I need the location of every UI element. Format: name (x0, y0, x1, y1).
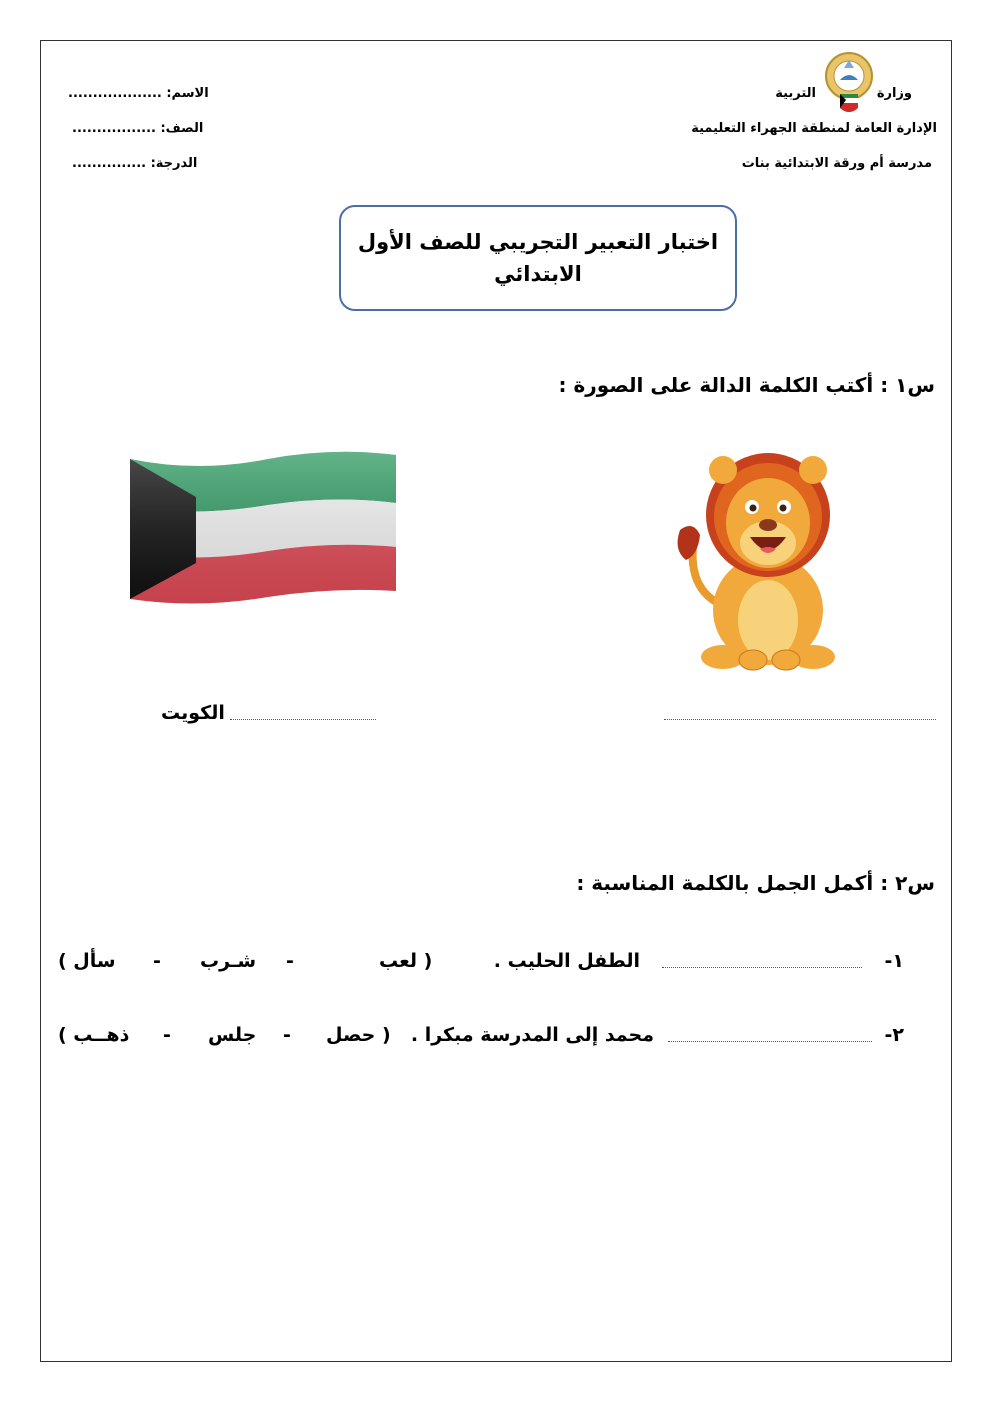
flag-answer-text: الكويت (161, 702, 225, 724)
kuwait-flag-image (128, 445, 398, 605)
item-1-option: شـرب (200, 950, 257, 972)
item-2-number: ٢- (884, 1024, 904, 1046)
item-2-option: ذهــب ) (58, 1024, 130, 1046)
question-2-prompt: س٢ : أكمل الجمل بالكلمة المناسبة : (576, 871, 935, 895)
item-1-option: سأل ) (58, 950, 116, 972)
grade-field[interactable]: الدرجة: ............... (72, 156, 198, 171)
ministry-word-1: وزارة (876, 86, 912, 101)
item-1-separator: - (286, 950, 294, 972)
lion-answer-line[interactable] (664, 719, 936, 720)
exam-title-line2: الابتدائي (494, 262, 582, 286)
item-1-option: ( لعب (379, 950, 433, 972)
item-1-sentence: الطفل الحليب . (493, 950, 640, 972)
school-name: مدرسة أم ورقة الابتدائية بنات (741, 156, 932, 171)
flag-answer-line[interactable] (230, 719, 376, 720)
item-2-blank[interactable] (668, 1041, 872, 1042)
item-1-blank[interactable] (662, 967, 862, 968)
name-field[interactable]: الاسم: ................... (68, 86, 209, 101)
directorate-name: الإدارة العامة لمنطقة الجهراء التعليمية (691, 121, 937, 136)
item-2-separator: - (283, 1024, 291, 1046)
exam-title-box (339, 205, 737, 311)
lion-image (668, 435, 858, 675)
question-1-prompt: س١ : أكتب الكلمة الدالة على الصورة : (558, 373, 935, 397)
kuwait-emblem-icon (822, 50, 876, 116)
item-1-separator: - (153, 950, 161, 972)
exam-title-line1: اختبار التعبير التجريبي للصف الأول (357, 230, 719, 254)
class-field[interactable]: الصف: ................. (72, 121, 204, 136)
item-2-option: جلس (208, 1024, 257, 1046)
item-1-number: ١- (884, 950, 904, 972)
item-2-option: ( حصل (326, 1024, 391, 1046)
ministry-word-2: التربية (775, 86, 816, 101)
item-2-separator: - (163, 1024, 171, 1046)
item-2-sentence: محمد إلى المدرسة مبكرا . (410, 1024, 654, 1046)
